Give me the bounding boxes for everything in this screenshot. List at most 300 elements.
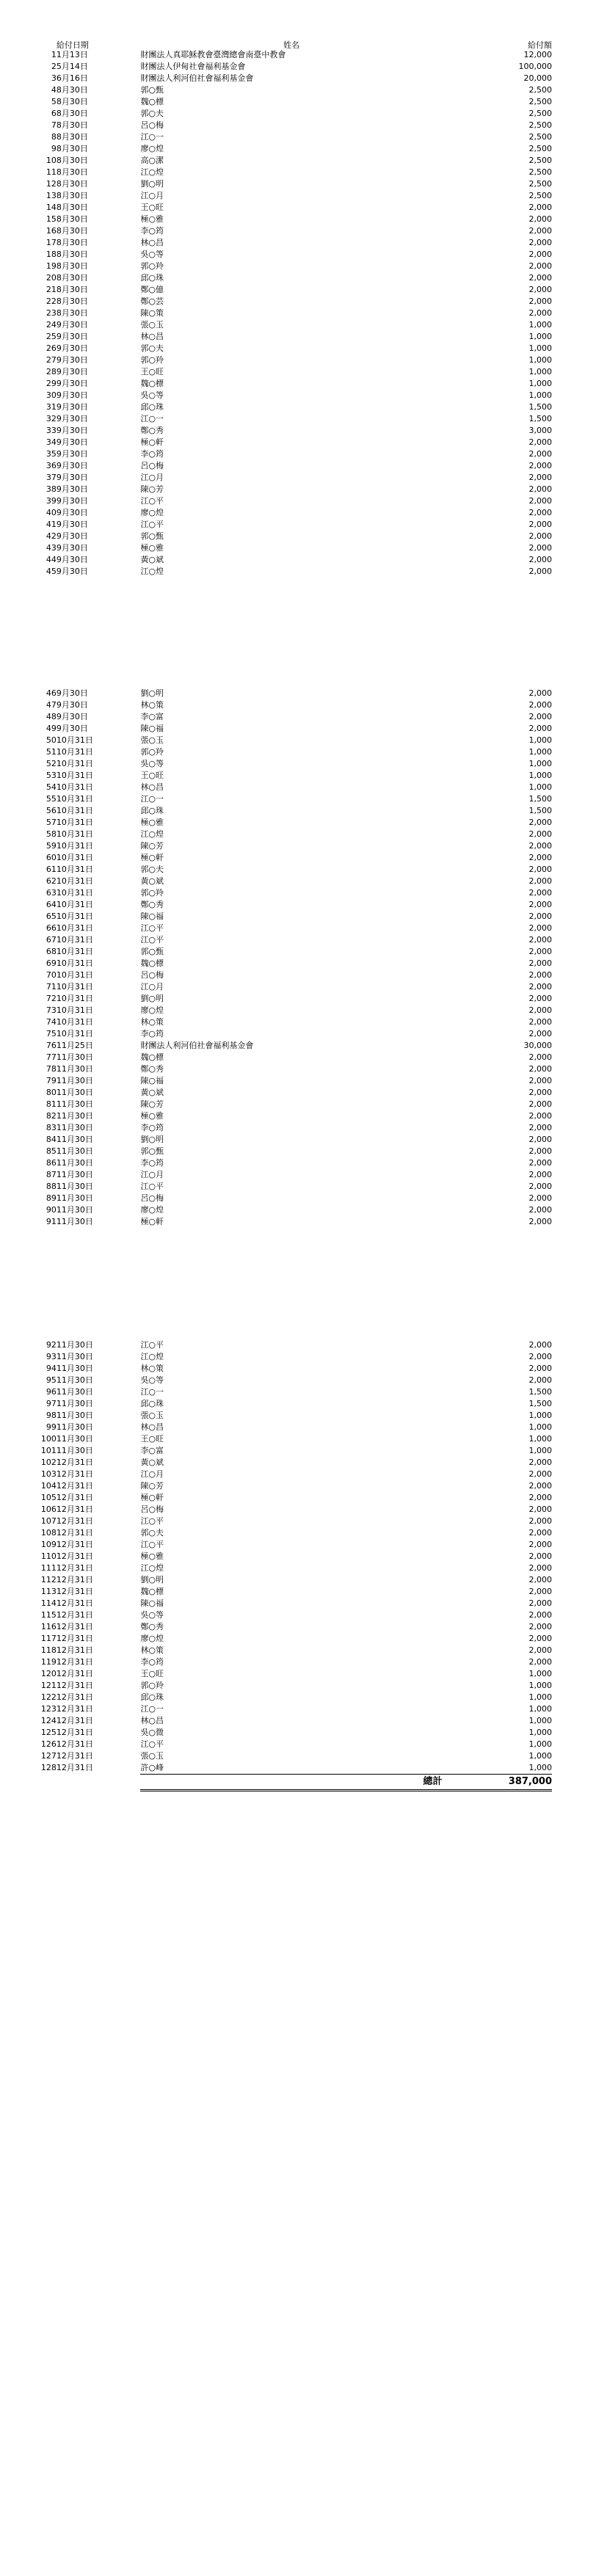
row-number: 102 (40, 1458, 57, 1467)
row-number: 112 (40, 1575, 57, 1584)
table-row (23, 1645, 552, 1656)
row-name: 陳○芳 (140, 1481, 164, 1491)
row-amount: 2,000 (528, 1146, 552, 1156)
row-amount: 3,000 (528, 426, 552, 435)
row-name: 張○玉 (140, 735, 164, 745)
row-amount: 2,000 (528, 1540, 552, 1549)
row-amount: 1,000 (528, 1728, 552, 1737)
row-name: 劉○明 (140, 179, 164, 189)
row-date: 10月31日 (56, 747, 93, 757)
row-name: 江○煌 (140, 567, 164, 576)
row-name: 王○旺 (140, 1434, 164, 1444)
row-number: 38 (46, 484, 57, 494)
row-number: 123 (40, 1704, 57, 1714)
row-name: 吳○等 (140, 1375, 164, 1385)
row-number: 4 (51, 85, 57, 95)
row-number: 24 (46, 320, 57, 330)
row-amount: 2,000 (528, 1182, 552, 1191)
row-name: 郭○羚 (140, 355, 164, 365)
table-row (23, 425, 552, 437)
row-amount: 1,000 (528, 1446, 552, 1455)
row-name: 李○富 (140, 1446, 164, 1455)
row-date: 9月30日 (56, 343, 88, 353)
row-name: 呂○梅 (140, 120, 164, 130)
row-name: 江○平 (140, 1340, 164, 1350)
row-number: 120 (40, 1669, 57, 1678)
row-number: 49 (46, 724, 57, 733)
row-amount: 2,000 (528, 508, 552, 517)
row-date: 9月30日 (56, 426, 88, 435)
row-amount: 1,000 (528, 1669, 552, 1678)
row-amount: 1,000 (528, 390, 552, 400)
row-amount: 2,000 (528, 1123, 552, 1132)
row-name: 郭○羚 (140, 261, 164, 271)
row-name: 陳○芳 (140, 484, 164, 494)
table-row (23, 413, 552, 425)
row-date: 12月31日 (56, 1563, 93, 1573)
row-number: 54 (46, 782, 57, 792)
table-row (23, 782, 552, 793)
row-amount: 1,000 (528, 782, 552, 792)
row-name: 邱○珠 (140, 1399, 164, 1408)
row-number: 119 (40, 1657, 57, 1667)
table-row (23, 758, 552, 770)
row-amount: 2,000 (528, 1099, 552, 1109)
table-row (23, 554, 552, 566)
row-date: 11月25日 (56, 1041, 93, 1050)
row-name: 李○筠 (140, 1123, 164, 1132)
row-date: 10月31日 (56, 782, 93, 792)
row-number: 93 (46, 1352, 57, 1361)
row-date: 11月30日 (56, 1182, 93, 1191)
table-row (23, 688, 552, 699)
row-name: 林○策 (140, 1645, 164, 1655)
row-number: 37 (46, 473, 57, 482)
table-row (23, 261, 552, 272)
row-date: 10月31日 (56, 794, 93, 804)
row-date: 12月31日 (56, 1622, 93, 1631)
row-number: 108 (40, 1528, 57, 1538)
row-date: 9月30日 (56, 414, 88, 423)
row-name: 李○筠 (140, 449, 164, 459)
page-break-spacer-cell (23, 1228, 552, 1339)
row-amount: 2,000 (528, 531, 552, 541)
table-row (23, 331, 552, 343)
row-date: 12月31日 (56, 1669, 93, 1678)
row-amount: 2,000 (528, 1158, 552, 1168)
table-row (23, 1134, 552, 1146)
total-blank-no (23, 1775, 57, 1791)
row-amount: 2,000 (528, 461, 552, 470)
row-amount: 2,000 (528, 1205, 552, 1215)
row-amount: 2,000 (528, 1458, 552, 1467)
table-row (23, 1727, 552, 1739)
row-amount: 2,000 (528, 1088, 552, 1097)
row-name: 極○軒 (140, 853, 164, 862)
row-number: 52 (46, 759, 57, 768)
table-row (23, 131, 552, 143)
row-amount: 2,500 (528, 191, 552, 200)
row-number: 35 (46, 449, 57, 459)
row-number: 31 (46, 402, 57, 412)
row-amount: 2,000 (528, 1645, 552, 1655)
row-amount: 2,000 (528, 1587, 552, 1596)
table-row (23, 735, 552, 746)
row-date: 11月30日 (56, 1340, 93, 1350)
row-date: 12月31日 (56, 1505, 93, 1514)
row-date: 9月30日 (56, 461, 88, 470)
row-name: 江○平 (140, 935, 164, 945)
row-date: 11月30日 (56, 1217, 93, 1226)
row-amount: 2,000 (528, 1481, 552, 1491)
table-row (23, 1181, 552, 1193)
row-number: 16 (46, 226, 57, 236)
row-amount: 2,000 (528, 1352, 552, 1361)
row-name: 極○雅 (140, 818, 164, 827)
row-name: 呂○梅 (140, 461, 164, 470)
row-number: 127 (40, 1751, 57, 1761)
row-name: 王○旺 (140, 771, 164, 780)
row-number: 60 (46, 853, 57, 862)
table-row (23, 1609, 552, 1621)
table-row (23, 343, 552, 354)
row-amount: 1,500 (528, 806, 552, 815)
row-number: 15 (46, 214, 57, 224)
row-number: 25 (46, 332, 57, 341)
row-amount: 1,000 (528, 735, 552, 745)
row-date: 11月30日 (56, 1052, 93, 1062)
row-amount: 2,500 (528, 179, 552, 189)
row-date: 10月31日 (56, 923, 93, 933)
row-name: 魏○標 (140, 1052, 164, 1062)
row-date: 10月31日 (56, 876, 93, 886)
table-row (23, 519, 552, 531)
row-amount: 1,000 (528, 1692, 552, 1702)
table-row (23, 155, 552, 167)
table-row (23, 852, 552, 864)
row-number: 107 (40, 1516, 57, 1526)
table-row (23, 354, 552, 366)
row-amount: 2,000 (528, 226, 552, 236)
row-number: 5 (51, 97, 57, 106)
table-row (23, 96, 552, 108)
table-row (23, 1668, 552, 1680)
row-name: 吳○等 (140, 250, 164, 259)
table-row (23, 167, 552, 178)
row-date: 8月30日 (56, 132, 88, 142)
row-date: 1月13日 (56, 50, 88, 59)
row-number: 12 (46, 179, 57, 189)
row-amount: 2,000 (528, 1505, 552, 1514)
row-amount: 2,000 (528, 970, 552, 980)
row-date: 12月31日 (56, 1610, 93, 1620)
row-name: 許○峰 (140, 1763, 164, 1772)
row-date: 9月30日 (56, 320, 88, 330)
row-amount: 1,500 (528, 1387, 552, 1397)
row-amount: 2,000 (528, 912, 552, 921)
row-number: 69 (46, 958, 57, 968)
row-date: 8月30日 (56, 85, 88, 95)
row-number: 100 (40, 1434, 57, 1444)
row-number: 58 (46, 829, 57, 839)
row-name: 林○策 (140, 1364, 164, 1373)
table-row (23, 770, 552, 782)
row-date: 9月30日 (56, 543, 88, 553)
row-number: 101 (40, 1446, 57, 1455)
table-row (23, 1005, 552, 1016)
row-date: 8月30日 (56, 261, 88, 271)
row-date: 11月30日 (56, 1352, 93, 1361)
row-number: 70 (46, 970, 57, 980)
row-date: 11月30日 (56, 1422, 93, 1432)
row-name: 江○一 (140, 414, 164, 423)
row-date: 8月30日 (56, 285, 88, 294)
table-row (23, 296, 552, 308)
row-name: 劉○明 (140, 1575, 164, 1584)
row-number: 79 (46, 1076, 57, 1085)
table-row (23, 711, 552, 723)
row-amount: 1,500 (528, 794, 552, 804)
table-row (23, 531, 552, 542)
row-date: 9月30日 (56, 402, 88, 412)
table-row (23, 1398, 552, 1410)
table-row (23, 437, 552, 448)
row-name: 鄭○秀 (140, 900, 164, 909)
row-date: 12月31日 (56, 1516, 93, 1526)
row-number: 29 (46, 379, 57, 388)
row-name: 張○玉 (140, 320, 164, 330)
row-date: 8月30日 (56, 120, 88, 130)
row-name: 江○平 (140, 496, 164, 506)
row-name: 吳○等 (140, 390, 164, 400)
row-name: 呂○梅 (140, 1193, 164, 1203)
row-date: 10月31日 (56, 818, 93, 827)
table-row (23, 225, 552, 237)
row-date: 8月30日 (56, 156, 88, 165)
table-body (23, 49, 552, 1791)
row-number: 97 (46, 1399, 57, 1408)
row-number: 50 (46, 735, 57, 745)
row-amount: 2,500 (528, 132, 552, 142)
table-row (23, 507, 552, 519)
row-number: 90 (46, 1205, 57, 1215)
total-row (23, 1775, 552, 1791)
column-header-no (23, 41, 57, 49)
row-date: 9月30日 (56, 555, 88, 564)
row-number: 10 (46, 156, 57, 165)
table-row (23, 1433, 552, 1445)
row-number: 113 (40, 1587, 57, 1596)
row-name: 陳○福 (140, 724, 164, 733)
row-number: 20 (46, 273, 57, 283)
row-date: 12月31日 (56, 1728, 93, 1737)
table-row (23, 1375, 552, 1386)
row-date: 8月30日 (56, 97, 88, 106)
table-row (23, 214, 552, 225)
row-name: 黃○斌 (140, 555, 164, 564)
row-date: 12月31日 (56, 1739, 93, 1749)
row-amount: 2,000 (528, 555, 552, 564)
row-name: 郭○甄 (140, 85, 164, 95)
table-row (23, 249, 552, 261)
row-name: 劉○明 (140, 994, 164, 1003)
row-date: 10月31日 (56, 935, 93, 945)
table-row (23, 1574, 552, 1586)
row-date: 8月30日 (56, 109, 88, 118)
table-row (23, 1504, 552, 1516)
row-name: 廖○煌 (140, 144, 164, 153)
page-break-spacer-cell (23, 578, 552, 688)
row-name: 極○雅 (140, 1111, 164, 1121)
row-date: 12月31日 (56, 1681, 93, 1690)
row-amount: 1,000 (528, 320, 552, 330)
row-date: 9月30日 (56, 508, 88, 517)
row-amount: 2,000 (528, 958, 552, 968)
row-name: 財團法人真耶穌教會臺灣總會南臺中教會 (140, 50, 286, 59)
table-row (23, 1339, 552, 1351)
row-number: 68 (46, 947, 57, 956)
row-number: 64 (46, 900, 57, 909)
row-number: 116 (40, 1622, 57, 1631)
row-number: 115 (40, 1610, 57, 1620)
row-number: 13 (46, 191, 57, 200)
row-date: 11月30日 (56, 1205, 93, 1215)
row-date: 8月30日 (56, 238, 88, 247)
row-amount: 12,000 (523, 50, 552, 59)
row-number: 83 (46, 1123, 57, 1132)
row-name: 郭○羚 (140, 747, 164, 757)
row-name: 張○玉 (140, 1751, 164, 1761)
row-date: 8月30日 (56, 167, 88, 177)
row-amount: 2,000 (528, 900, 552, 909)
table-row (23, 934, 552, 946)
row-amount: 2,000 (528, 923, 552, 933)
row-amount: 1,000 (528, 1716, 552, 1725)
row-number: 26 (46, 343, 57, 353)
row-date: 8月30日 (56, 250, 88, 259)
row-name: 吳○微 (140, 1728, 164, 1737)
row-amount: 2,000 (528, 947, 552, 956)
row-amount: 2,500 (528, 97, 552, 106)
table-row (23, 1715, 552, 1727)
row-date: 9月30日 (56, 567, 88, 576)
row-name: 黃○斌 (140, 1458, 164, 1467)
row-name: 江○一 (140, 794, 164, 804)
table-row (23, 993, 552, 1005)
table-row (23, 366, 552, 378)
row-name: 江○平 (140, 1739, 164, 1749)
row-date: 11月30日 (56, 1088, 93, 1097)
row-name: 江○煌 (140, 167, 164, 177)
table-row (23, 1445, 552, 1457)
row-date: 10月31日 (56, 888, 93, 898)
row-name: 邱○珠 (140, 1692, 164, 1702)
row-amount: 2,000 (528, 1657, 552, 1667)
row-amount: 100,000 (518, 62, 552, 71)
row-name: 郭○夫 (140, 343, 164, 353)
row-amount: 2,000 (528, 473, 552, 482)
table-row (23, 566, 552, 578)
row-amount: 1,000 (528, 1704, 552, 1714)
row-date: 12月31日 (56, 1645, 93, 1655)
row-number: 128 (40, 1763, 57, 1772)
row-number: 81 (46, 1099, 57, 1109)
table-row (23, 1122, 552, 1134)
row-name: 鄭○秀 (140, 426, 164, 435)
table-row (23, 1169, 552, 1181)
row-amount: 2,000 (528, 567, 552, 576)
row-number: 53 (46, 771, 57, 780)
row-amount: 1,000 (528, 355, 552, 365)
row-name: 林○策 (140, 1017, 164, 1027)
row-number: 48 (46, 712, 57, 721)
table-row (23, 1204, 552, 1216)
table-row (23, 899, 552, 911)
donation-table (23, 41, 552, 1791)
row-number: 66 (46, 923, 57, 933)
row-number: 72 (46, 994, 57, 1003)
row-date: 8月30日 (56, 203, 88, 212)
row-amount: 2,000 (528, 700, 552, 710)
row-name: 劉○明 (140, 1135, 164, 1144)
row-name: 魏○標 (140, 379, 164, 388)
row-date: 9月30日 (56, 473, 88, 482)
row-amount: 2,000 (528, 437, 552, 447)
row-amount: 2,000 (528, 1622, 552, 1631)
row-date: 11月30日 (56, 1076, 93, 1085)
row-number: 30 (46, 390, 57, 400)
row-name: 呂○梅 (140, 970, 164, 980)
table-row (23, 1539, 552, 1551)
row-name: 江○月 (140, 1469, 164, 1479)
row-name: 極○軒 (140, 1217, 164, 1226)
table-row (23, 1193, 552, 1204)
row-date: 9月30日 (56, 520, 88, 529)
row-date: 12月31日 (56, 1587, 93, 1596)
table-row (23, 1598, 552, 1609)
row-date: 11月30日 (56, 1158, 93, 1168)
row-date: 8月30日 (56, 179, 88, 189)
table-row (23, 1762, 552, 1775)
row-number: 47 (46, 700, 57, 710)
row-number: 62 (46, 876, 57, 886)
row-number: 76 (46, 1041, 57, 1050)
row-date: 9月30日 (56, 449, 88, 459)
row-amount: 2,000 (528, 203, 552, 212)
row-date: 11月30日 (56, 1193, 93, 1203)
table-row (23, 864, 552, 876)
row-amount: 2,500 (528, 156, 552, 165)
table-row (23, 1216, 552, 1228)
row-amount: 1,000 (528, 1763, 552, 1772)
row-number: 96 (46, 1387, 57, 1397)
row-amount: 2,000 (528, 1563, 552, 1573)
table-row (23, 1157, 552, 1169)
row-name: 邱○珠 (140, 273, 164, 283)
row-amount: 2,000 (528, 724, 552, 733)
row-number: 89 (46, 1193, 57, 1203)
row-name: 郭○夫 (140, 865, 164, 874)
row-amount: 2,000 (528, 1005, 552, 1015)
row-number: 6 (51, 109, 57, 118)
table-row (23, 1739, 552, 1750)
table-row (23, 1422, 552, 1433)
row-name: 陳○福 (140, 1076, 164, 1085)
row-number: 65 (46, 912, 57, 921)
row-amount: 1,000 (528, 1681, 552, 1690)
row-date: 12月31日 (56, 1551, 93, 1561)
table-row (23, 887, 552, 899)
